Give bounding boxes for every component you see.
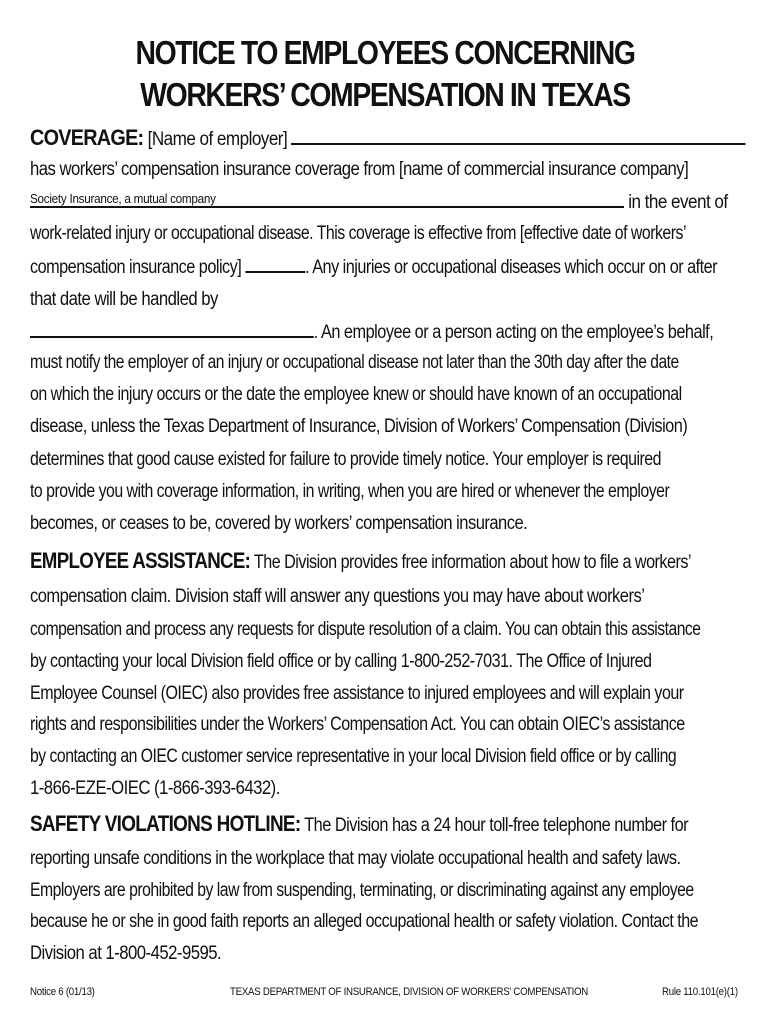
- assistance-line-1-tail: The Division provides free information about how to file a workers’: [250, 552, 691, 573]
- coverage-line-5: [30, 255, 717, 280]
- effective-date-label: compensation insurance policy]: [30, 257, 242, 278]
- safety-line-2: reporting unsafe conditions in the workplace that may violate occupational health and safety laws.: [30, 848, 681, 869]
- employer-name-label: [Name of employer]: [147, 129, 288, 150]
- footer-rule: Rule 110.101(e)(1): [662, 986, 738, 998]
- safety-line-5: Division at 1-800-452-9595.: [30, 943, 222, 964]
- coverage-line-1: [30, 126, 746, 152]
- coverage-line-3: [30, 190, 728, 215]
- coverage-line-10: disease, unless the Texas Department of Insurance, Division of Workers’ Compensation (Division): [30, 416, 688, 437]
- coverage-heading: COVERAGE:: [30, 125, 144, 150]
- coverage-line-13: becomes, or ceases to be, covered by workers’ compensation insurance.: [30, 513, 528, 534]
- assistance-line-2: compensation claim. Division staff will answer any questions you may have about workers’: [30, 586, 645, 607]
- assistance-line-4: by contacting your local Division field office or by calling 1-800-252-7031. The Office of Injured: [30, 651, 652, 672]
- assistance-line-6: rights and responsibilities under the Workers’ Compensation Act. You can obtain OIEC’s assistance: [30, 714, 685, 735]
- assistance-heading: EMPLOYEE ASSISTANCE:: [30, 548, 251, 573]
- coverage-line-3-tail: in the event of: [628, 192, 728, 213]
- coverage-line-7: [30, 320, 713, 345]
- safety-line-1: [30, 812, 688, 838]
- employer-name-field[interactable]: [291, 127, 745, 145]
- safety-line-4: because he or she in good faith reports an alleged occupational health or safety violation. Contact the: [30, 911, 699, 932]
- coverage-line-11: determines that good cause existed for failure to provide timely notice. Your employer is required: [30, 449, 662, 470]
- notice-title-line-2: WORKERS’ COMPENSATION IN TEXAS: [140, 76, 630, 113]
- handler-name-field[interactable]: [30, 320, 314, 338]
- coverage-line-5-tail: . Any injuries or occupational diseases which occur on or after: [305, 257, 718, 278]
- footer-agency: TEXAS DEPARTMENT OF INSURANCE, DIVISION OF WORKERS' COMPENSATION: [230, 986, 589, 998]
- coverage-line-2: has workers’ compensation insurance coverage from [name of commercial insurance company]: [30, 159, 689, 180]
- effective-date-field[interactable]: [245, 255, 305, 273]
- assistance-line-7: by contacting an OIEC customer service representative in your local Division field office or by calling: [30, 746, 677, 767]
- coverage-line-6: that date will be handled by: [30, 289, 218, 310]
- coverage-line-7-tail: . An employee or a person acting on the employee’s behalf,: [313, 322, 714, 343]
- insurer-name-field[interactable]: [30, 190, 624, 208]
- assistance-line-3: compensation and process any requests for dispute resolution of a claim. You can obtain this assistance: [30, 619, 701, 640]
- coverage-line-9: on which the injury occurs or the date the employee knew or should have known of an occupational: [30, 384, 682, 405]
- safety-heading: SAFETY VIOLATIONS HOTLINE:: [30, 811, 301, 836]
- insurer-name-value: Society Insurance, a mutual company: [30, 191, 216, 206]
- assistance-line-5: Employee Counsel (OIEC) also provides free assistance to injured employees and will explain your: [30, 683, 684, 704]
- notice-title-line-1: NOTICE TO EMPLOYEES CONCERNING: [135, 34, 635, 71]
- safety-line-3: Employers are prohibited by law from suspending, terminating, or discriminating against any employee: [30, 880, 694, 901]
- assistance-line-1: [30, 549, 691, 575]
- coverage-line-12: to provide you with coverage information, in writing, when you are hired or whenever the employer: [30, 481, 670, 502]
- assistance-line-8: 1-866-EZE-OIEC (1-866-393-6432).: [30, 778, 280, 799]
- safety-line-1-tail: The Division has a 24 hour toll-free telephone number for: [300, 815, 689, 836]
- coverage-line-8: must notify the employer of an injury or occupational disease not later than the 30th day after the date: [30, 352, 679, 373]
- footer-form-number: Notice 6 (01/13): [30, 986, 95, 998]
- coverage-line-4: work-related injury or occupational disease. This coverage is effective from [effective date of workers’: [30, 223, 686, 244]
